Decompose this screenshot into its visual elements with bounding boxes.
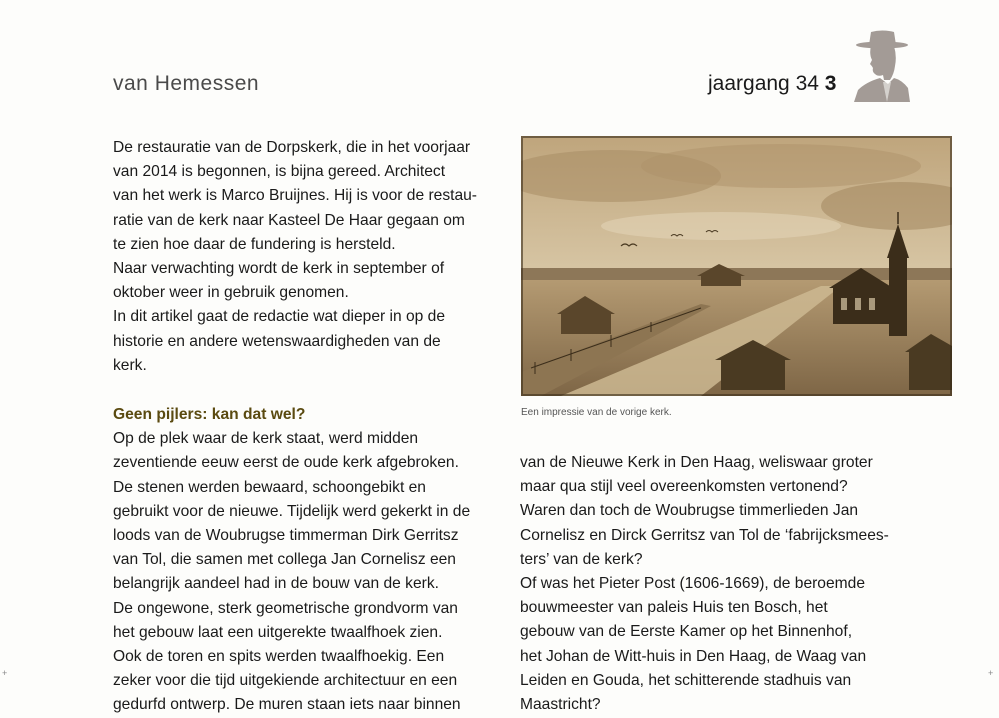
text-line: Naar verwachting wordt de kerk in september of xyxy=(113,260,445,278)
text-line: Of was het Pieter Post (1606-1669), de beroemde xyxy=(520,575,865,593)
crop-mark-icon: + xyxy=(2,668,8,678)
text-line: Cornelisz en Dirck Gerritsz van Tol de ‘fabrijcksmees- xyxy=(520,526,889,544)
text-line: kerk. xyxy=(113,356,147,374)
silhouette-logo-icon xyxy=(850,30,910,102)
section-body xyxy=(113,403,493,718)
text-line: het Johan de Witt-huis in Den Haag, de Waag van xyxy=(520,647,867,665)
text-line: De stenen werden bewaard, schoongebikt en xyxy=(113,478,426,496)
volume-and-page xyxy=(708,72,836,96)
crop-mark-icon: + xyxy=(988,668,994,678)
text-line: gebruikt voor de nieuwe. Tijdelijk werd gekerkt in de xyxy=(113,502,471,520)
text-line: In dit artikel gaat de redactie wat dieper in op de xyxy=(113,308,446,326)
old-church-illustration xyxy=(521,136,952,396)
text-line: van Tol, die samen met collega Jan Cornelisz een xyxy=(113,551,456,569)
text-line: maar qua stijl veel overeenkomsten vertonend? xyxy=(520,478,848,496)
text-line: loods van de Woubrugse timmerman Dirk Gerritsz xyxy=(113,527,459,545)
text-line: gebouw van de Eerste Kamer op het Binnenhof, xyxy=(520,623,853,641)
text-line: van de Nieuwe Kerk in Den Haag, weliswaar groter xyxy=(520,454,873,471)
text-line: van 2014 is begonnen, is bijna gereed. Architect xyxy=(113,163,446,181)
text-line: ratie van de kerk naar Kasteel De Haar gegaan om xyxy=(113,211,465,229)
page-number: 3 xyxy=(824,72,837,95)
text-line: Leiden en Gouda, het schitterende stadhuis van xyxy=(520,671,852,689)
text-line: te zien hoe daar de fundering is hersteld. xyxy=(113,235,396,253)
intro-paragraph xyxy=(113,136,493,378)
figure-caption: Een impressie van de vorige kerk. xyxy=(521,407,672,418)
text-line: bouwmeester van paleis Huis ten Bosch, het xyxy=(520,599,828,617)
text-line: Op de plek waar de kerk staat, werd midden xyxy=(113,430,419,448)
text-line: oktober weer in gebruik genomen. xyxy=(113,284,349,302)
text-line: Maastricht? xyxy=(520,696,601,714)
text-line: zeventiende eeuw eerst de oude kerk afgebroken. xyxy=(113,454,459,472)
right-column-text xyxy=(520,451,900,717)
text-line: van het werk is Marco Bruijnes. Hij is voor de restau- xyxy=(113,187,477,205)
text-line: ters’ van de kerk? xyxy=(520,550,643,568)
section-heading: Geen pijlers: kan dat wel? xyxy=(113,406,306,423)
magazine-title: van Hemessen xyxy=(113,72,260,95)
volume-label: jaargang 34 xyxy=(708,72,819,95)
text-line: belangrijk aandeel had in de bouw van de kerk. xyxy=(113,575,439,593)
text-line: historie en andere wetenswaardigheden van de xyxy=(113,332,441,350)
text-line: Ook de toren en spits werden twaalfhoekig. Een xyxy=(113,648,445,666)
text-line: De restauratie van de Dorpskerk, die in het voorjaar xyxy=(113,139,471,156)
text-line: zeker voor die tijd uitgekiende architectuur en een xyxy=(113,672,458,690)
text-line: Waren dan toch de Woubrugse timmerlieden Jan xyxy=(520,502,859,520)
text-line: het gebouw laat een uitgerekte twaalfhoek zien. xyxy=(113,623,443,641)
text-line: De ongewone, sterk geometrische grondvorm van xyxy=(113,599,458,617)
text-line: gedurfd ontwerp. De muren staan iets naar binnen xyxy=(113,696,461,714)
